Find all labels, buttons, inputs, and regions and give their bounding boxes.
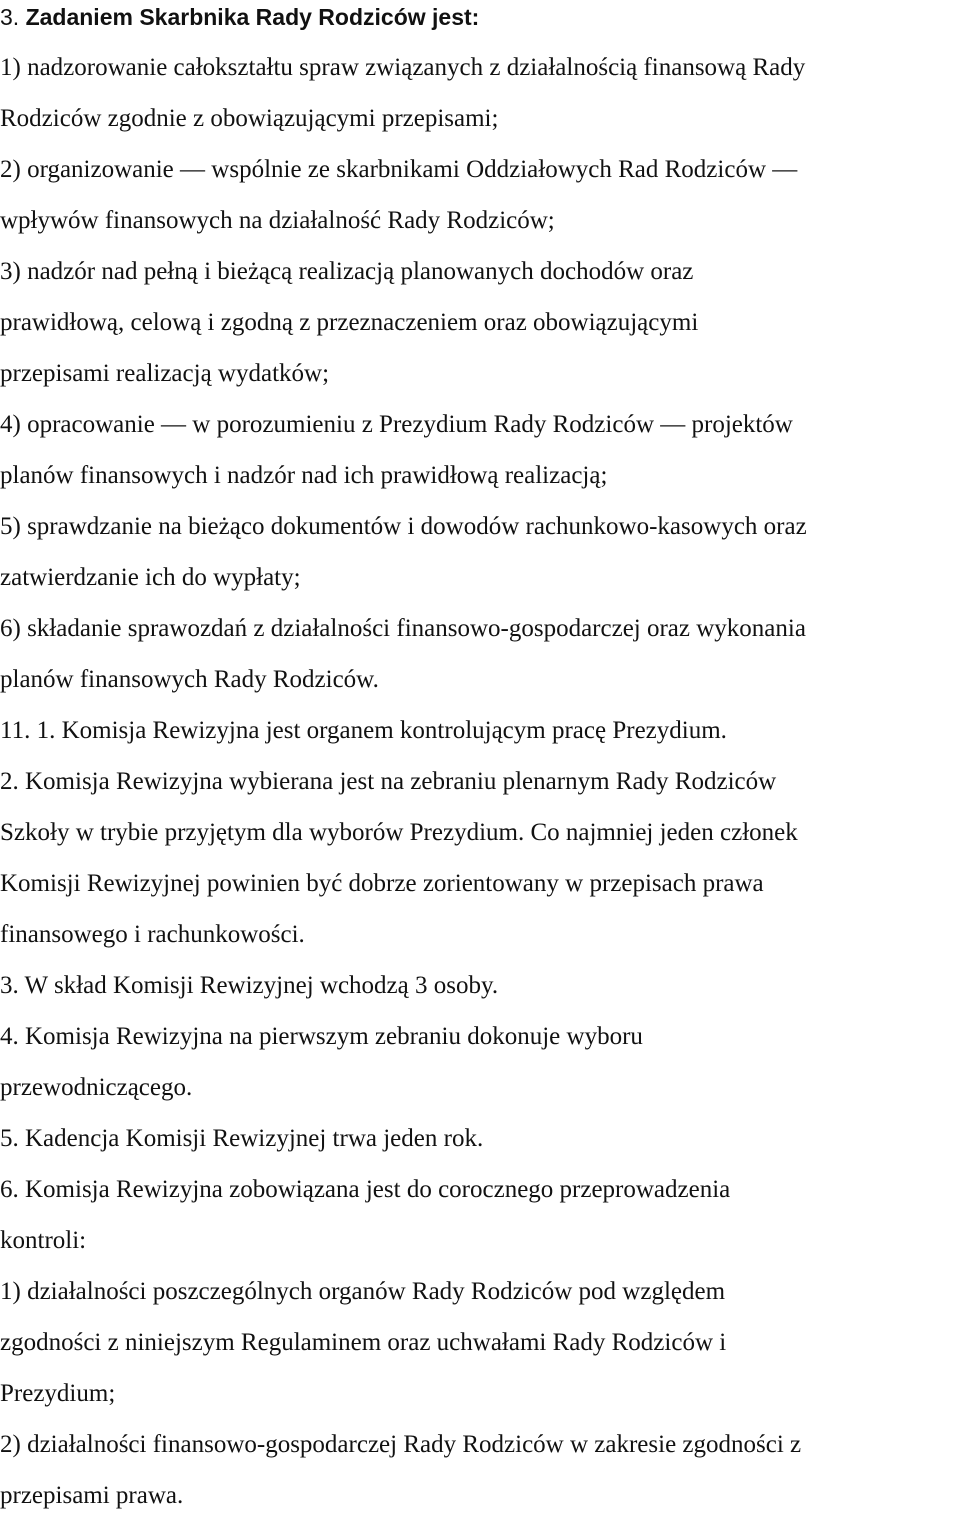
- text-line-22: 5. Kadencja Komisji Rewizyjnej trwa jeden rok.: [0, 1125, 484, 1152]
- text-line-17: Komisji Rewizyjnej powinien być dobrze zorientowany w przepisach prawa: [0, 870, 764, 897]
- text-line-16: Szkoły w trybie przyjętym dla wyborów Prezydium. Co najmniej jeden członek: [0, 819, 798, 846]
- text-line-19: 3. W skład Komisji Rewizyjnej wchodzą 3 osoby.: [0, 972, 499, 999]
- section-heading: [0, 2, 479, 32]
- text-line-1: 1) nadzorowanie całokształtu spraw związanych z działalnością finansową Rady: [0, 54, 806, 81]
- text-line-25: 1) działalności poszczególnych organów Rady Rodziców pod względem: [0, 1278, 726, 1305]
- text-line-20: 4. Komisja Rewizyjna na pierwszym zebraniu dokonuje wyboru: [0, 1023, 643, 1050]
- text-line-15: 2. Komisja Rewizyjna wybierana jest na zebraniu plenarnym Rady Rodziców: [0, 768, 777, 795]
- text-line-10: 5) sprawdzanie na bieżąco dokumentów i dowodów rachunkowo-kasowych oraz: [0, 513, 807, 540]
- text-line-24: kontroli:: [0, 1227, 87, 1254]
- text-line-28: 2) działalności finansowo-gospodarczej Rady Rodziców w zakresie zgodności z: [0, 1431, 802, 1458]
- text-line-27: Prezydium;: [0, 1380, 116, 1407]
- text-line-5: 3) nadzór nad pełną i bieżącą realizacją planowanych dochodów oraz: [0, 258, 694, 285]
- text-line-23: 6. Komisja Rewizyjna zobowiązana jest do corocznego przeprowadzenia: [0, 1176, 731, 1203]
- text-line-4: wpływów finansowych na działalność Rady Rodziców;: [0, 207, 555, 234]
- text-line-3: 2) organizowanie — wspólnie ze skarbnikami Oddziałowych Rad Rodziców —: [0, 156, 798, 183]
- text-line-11: zatwierdzanie ich do wypłaty;: [0, 564, 301, 591]
- text-line-13: planów finansowych Rady Rodziców.: [0, 666, 379, 693]
- text-line-12: 6) składanie sprawozdań z działalności finansowo-gospodarczej oraz wykonania: [0, 615, 806, 642]
- text-line-9: planów finansowych i nadzór nad ich prawidłową realizacją;: [0, 462, 608, 489]
- text-line-2: Rodziców zgodnie z obowiązującymi przepisami;: [0, 105, 499, 132]
- text-line-6: prawidłową, celową i zgodną z przeznaczeniem oraz obowiązującymi: [0, 309, 699, 336]
- text-line-18: finansowego i rachunkowości.: [0, 921, 305, 948]
- text-line-14: 11. 1. Komisja Rewizyjna jest organem kontrolującym pracę Prezydium.: [0, 717, 727, 744]
- section-number: 3.: [0, 4, 26, 30]
- text-line-26: zgodności z niniejszym Regulaminem oraz uchwałami Rady Rodziców i: [0, 1329, 727, 1356]
- text-line-21: przewodniczącego.: [0, 1074, 193, 1101]
- text-line-29: przepisami prawa.: [0, 1482, 184, 1509]
- text-line-7: przepisami realizacją wydatków;: [0, 360, 330, 387]
- section-title: Zadaniem Skarbnika Rady Rodziców jest:: [25, 4, 480, 30]
- text-line-8: 4) opracowanie — w porozumieniu z Prezydium Rady Rodziców — projektów: [0, 411, 793, 438]
